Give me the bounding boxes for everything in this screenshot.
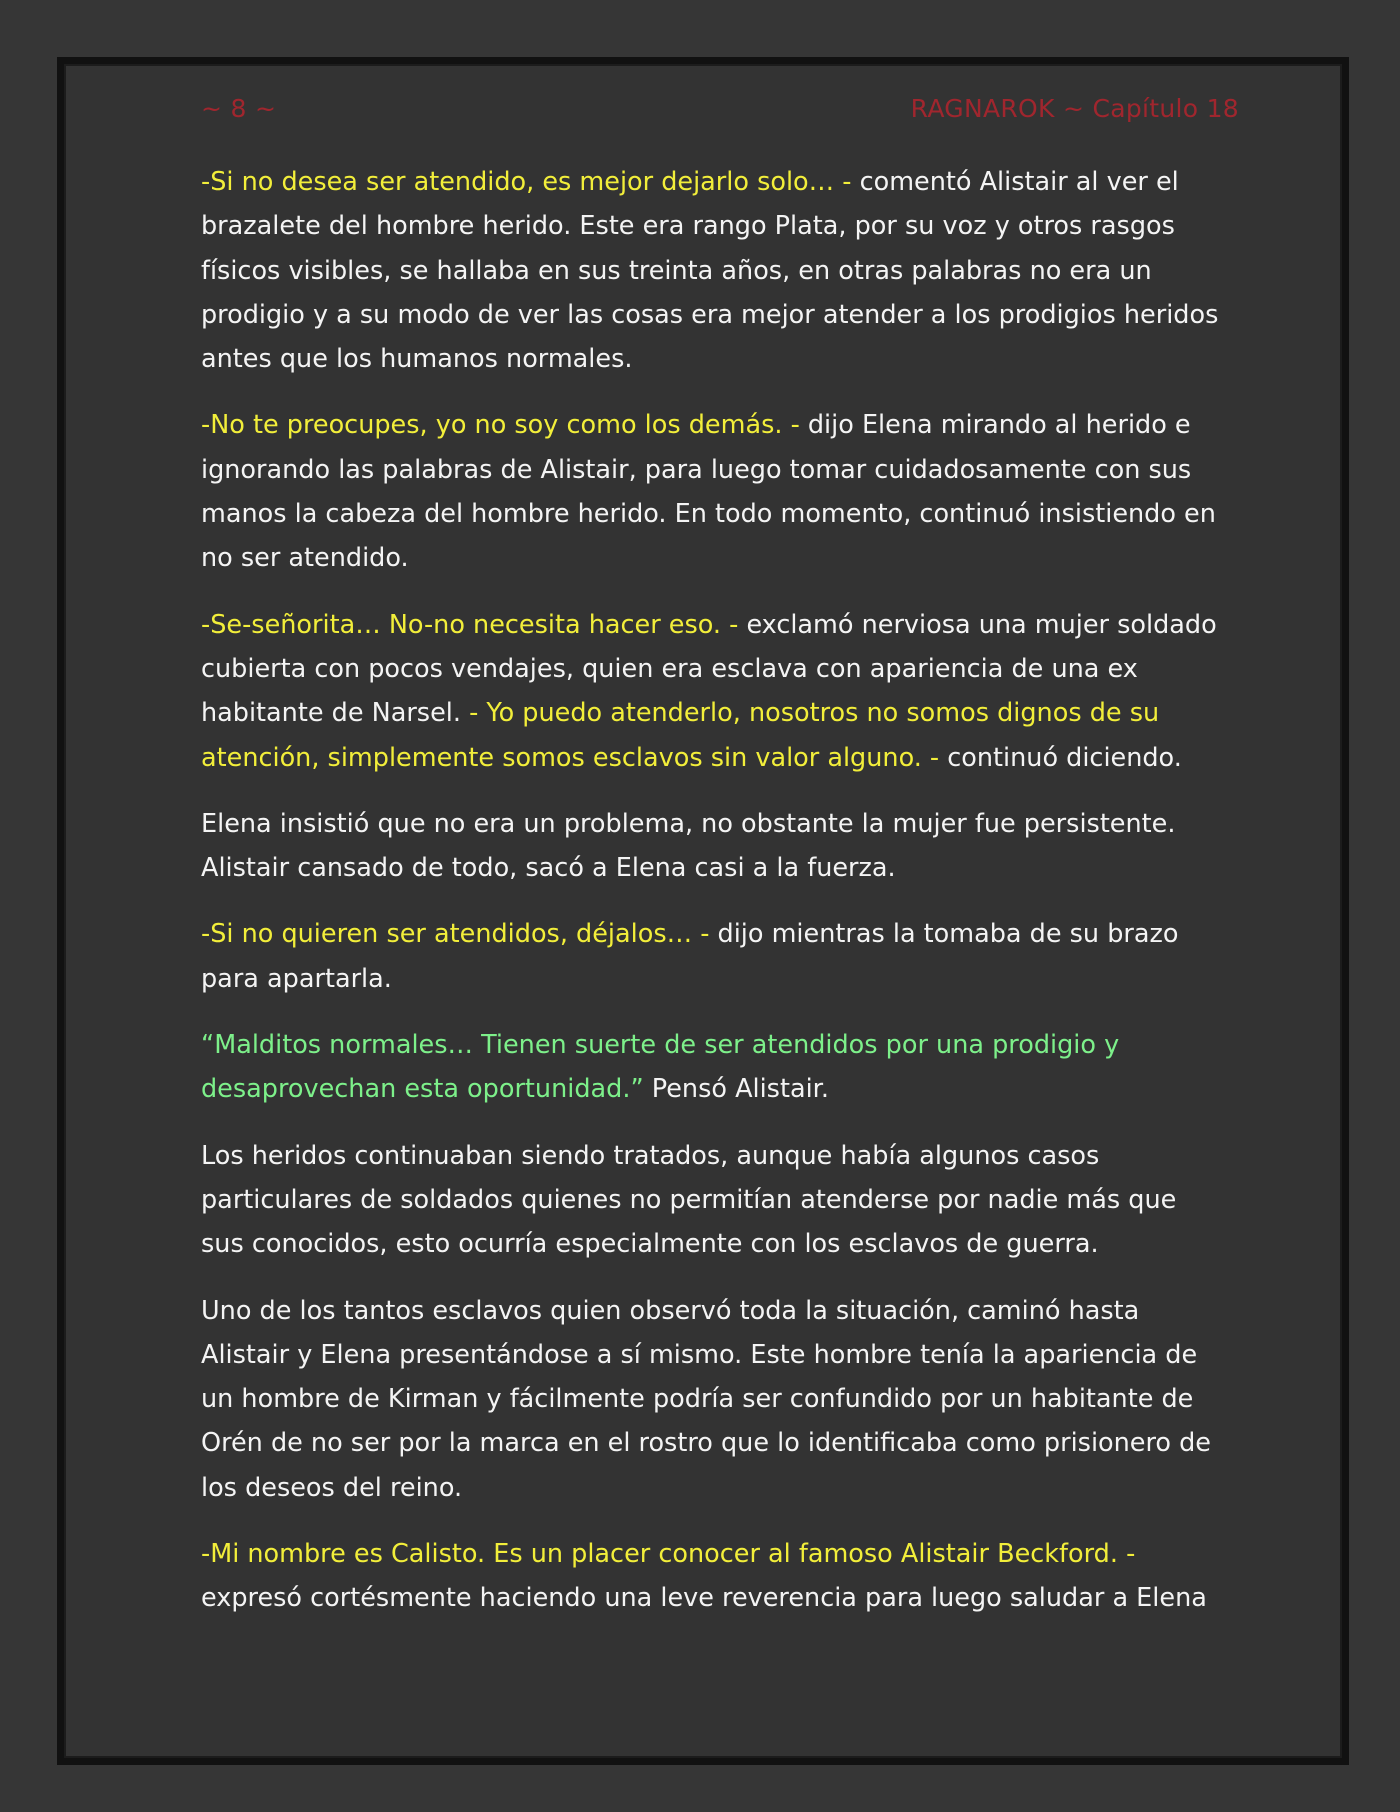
narration-text: Uno de los tantos esclavos quien observó toda la situación, caminó hasta Alistair y Elena presentándose a sí mismo. Este hombre tenía la apariencia de un hombre de Kirman y fácilmente podría ser confundido por un habitante de Orén de no ser por la marca en el rostro que lo identificaba como prisionero de los deseos del reino. [201,1295,1211,1503]
paragraph [201,160,1221,381]
thought-text: “Malditos normales… Tienen suerte de ser atendidos por una prodigio y desaprovechan esta oportunidad.” [201,1030,1120,1105]
dialogue-text: - Yo puedo atenderlo, nosotros no somos dignos de su atención, simplemente somos esclavos sin valor alguno. - [201,698,1160,773]
dialogue-text: -Se-señorita… No-no necesita hacer eso. - [201,609,747,640]
narration-text: Elena insistió que no era un problema, no obstante la mujer fue persistente. Alistair cansado de todo, sacó a Elena casi a la fuerza. [201,808,1176,884]
paragraph [201,603,1221,780]
narration-text: Pensó Alistair. [643,1074,829,1105]
dialogue-text: -Si no quieren ser atendidos, déjalos… - [201,919,718,950]
narration-text: dijo Elena mirando al herido e ignorando las palabras de Alistair, para luego tomar cuidadosamente con sus manos la cabeza del hombre herido. En todo momento, continuó insistiendo en no ser atendido. [201,410,1216,574]
dialogue-text: -Si no desea ser atendido, es mejor dejarlo solo… - [201,167,860,197]
paragraph [201,1134,1221,1267]
paragraph [201,1289,1221,1510]
paragraph [201,403,1221,580]
dialogue-text: -No te preocupes, yo no soy como los demás. - [201,410,808,441]
paragraph [201,1023,1221,1112]
page-frame [57,57,1349,1765]
paragraph [201,912,1221,1001]
dialogue-text: -Mi nombre es Calisto. Es un placer conocer al famoso Alistair Beckford. - [201,1539,1136,1570]
page-body [201,160,1221,1643]
running-title: RAGNAROK ~ Capítulo 18 [910,94,1239,123]
narration-text: continuó diciendo. [947,742,1182,773]
narration-text: dijo mientras la tomaba de su brazo para apartarla. [201,919,1179,994]
narration-text: comentó Alistair al ver el brazalete del hombre herido. Este era rango Plata, por su voz y otros rasgos físicos visibles, se hallaba en sus treinta años, en otras palabras no era un prodigio y a su modo de ver las cosas era mejor atender a los prodigios heridos antes que los humanos normales. [201,167,1219,375]
paragraph [201,802,1221,891]
page-number: ~ 8 ~ [201,94,277,123]
narration-text: exclamó nerviosa una mujer soldado cubierta con pocos vendajes, quien era esclava con apariencia de una ex habitante de Narsel. [201,609,1217,729]
page-header [201,94,1251,134]
narration-text: Los heridos continuaban siendo tratados, aunque había algunos casos particulares de soldados quienes no permitían atenderse por nadie más que sus conocidos, esto ocurría especialmente con los esclavos de guerra. [201,1140,1177,1260]
narration-text: expresó cortésmente haciendo una leve reverencia para luego saludar a Elena [201,1583,1207,1614]
paragraph [201,1532,1221,1621]
